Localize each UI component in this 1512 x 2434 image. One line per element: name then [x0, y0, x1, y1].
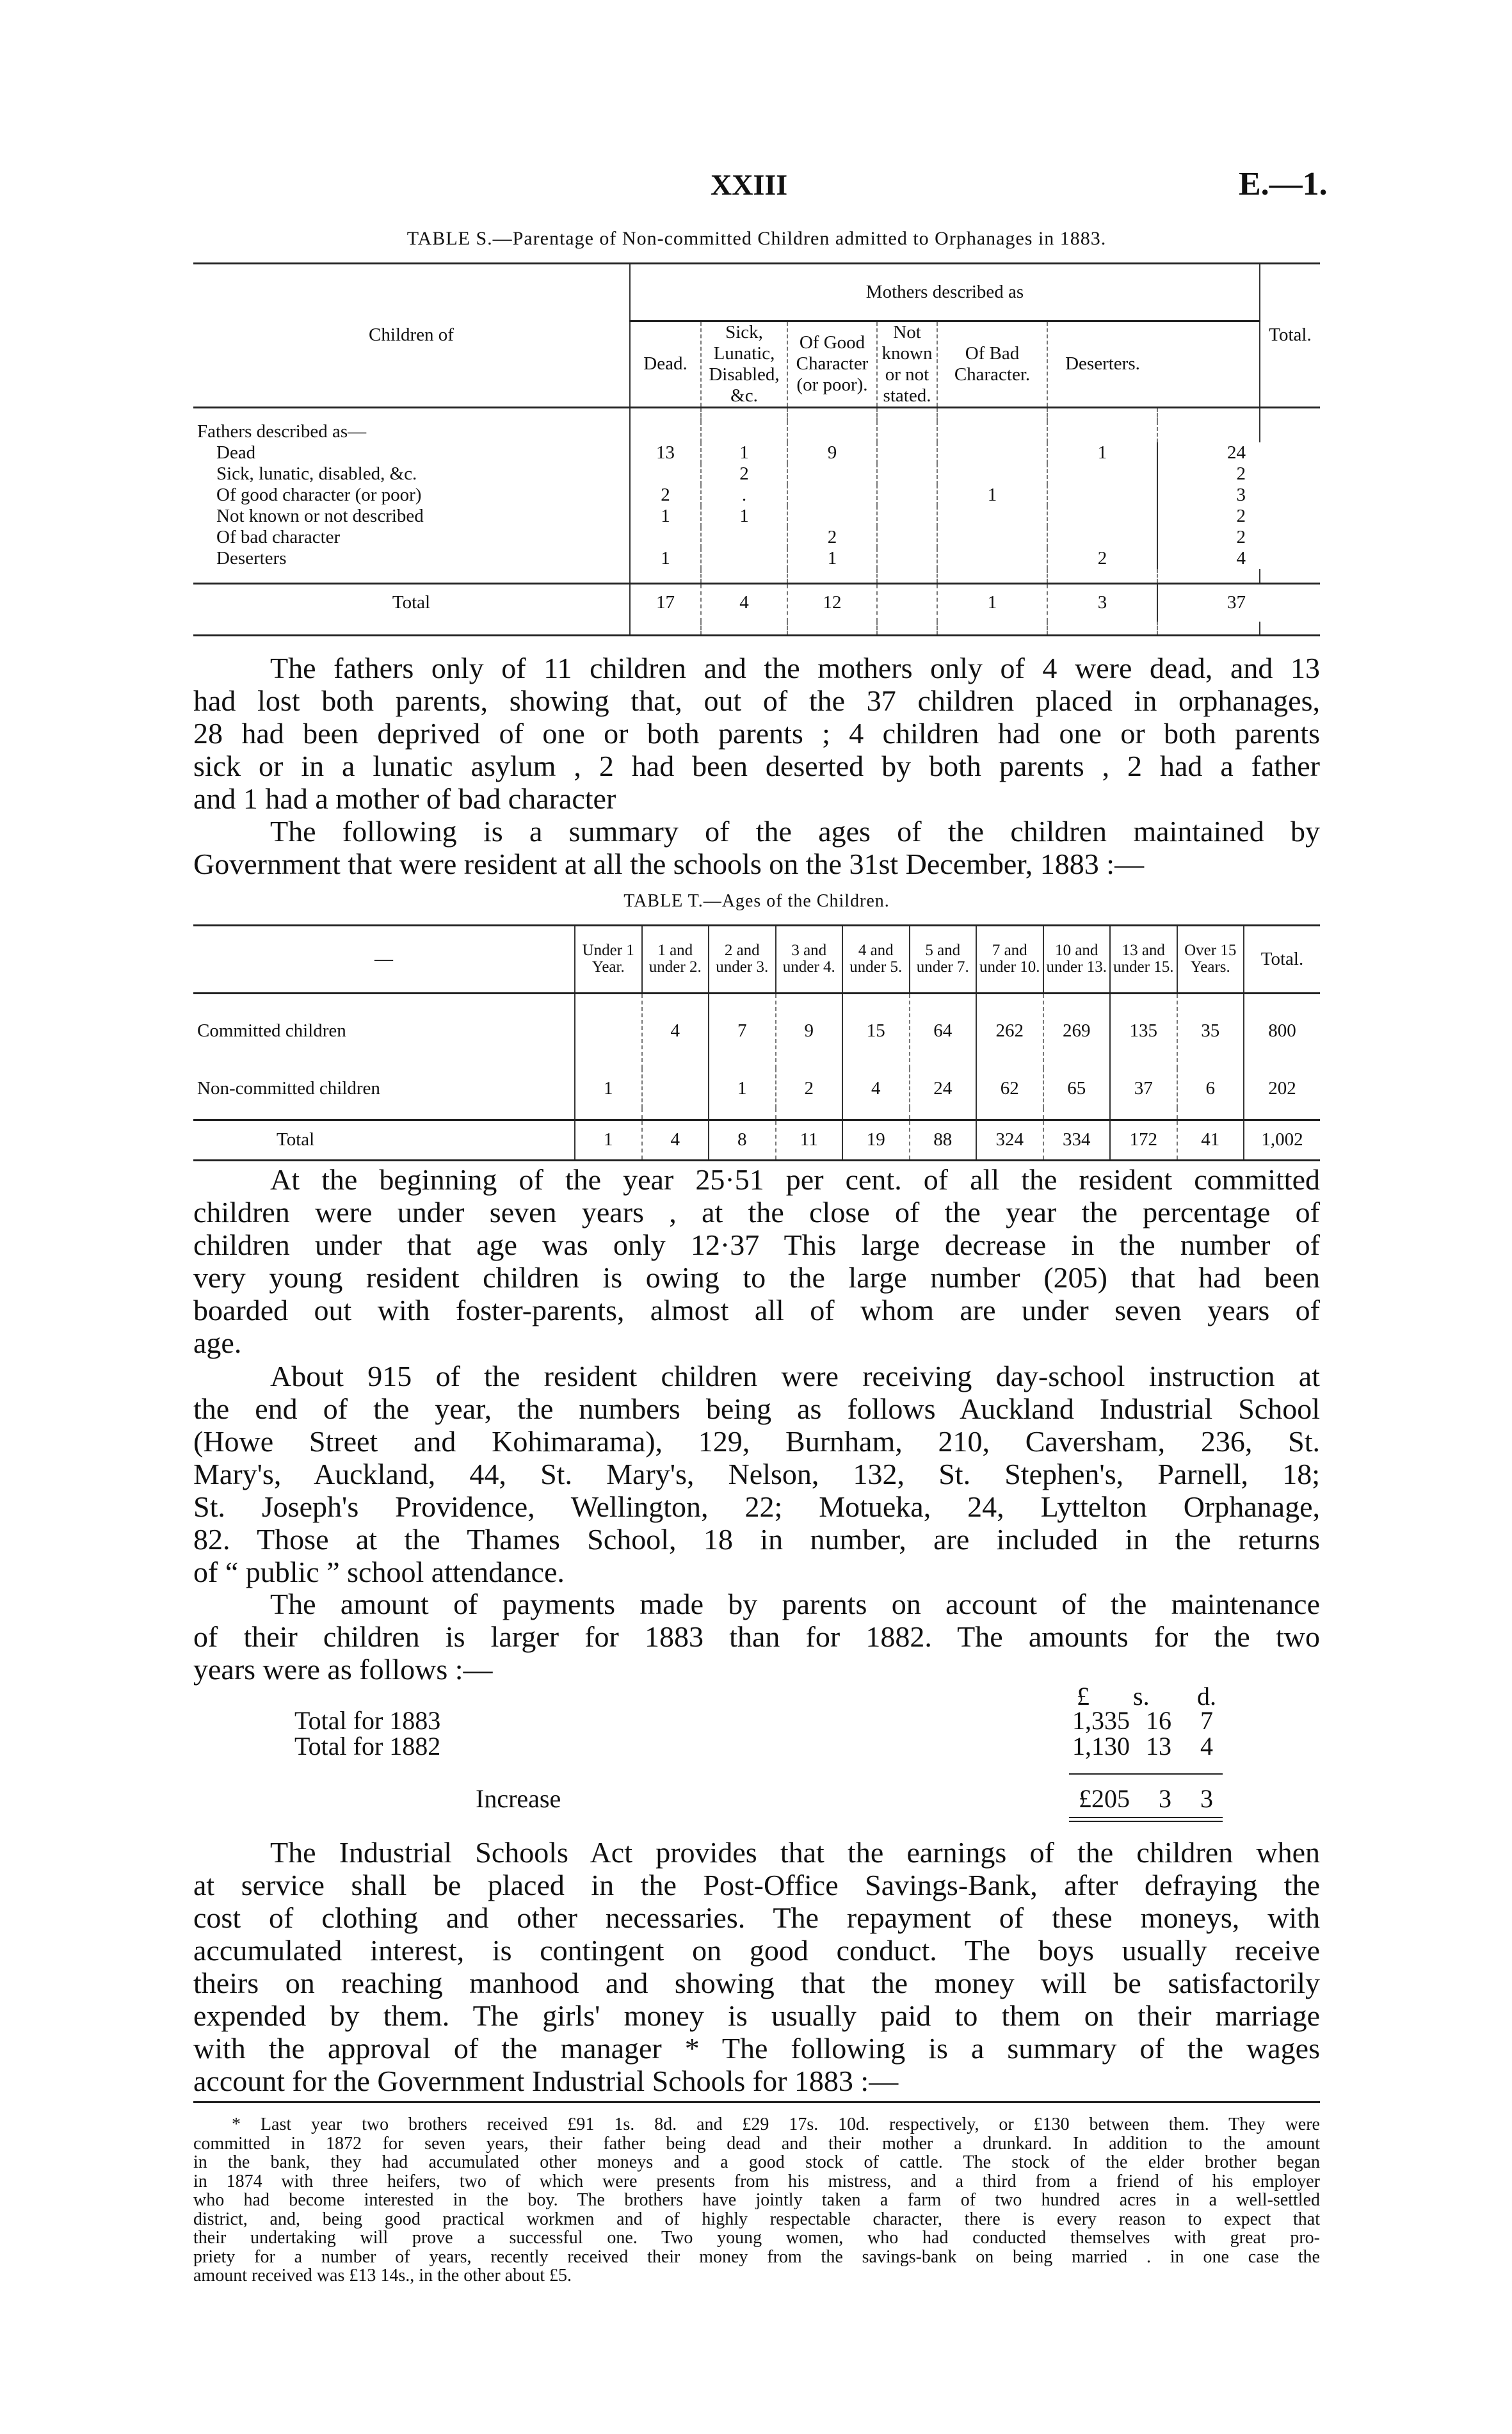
text-line: (Howe Street and Kohimarama), 129, Burnham, 210, Caversham, 236, St. — [193, 1425, 1320, 1458]
payment-pence: 4 — [1200, 1732, 1213, 1761]
cell: 37 — [1110, 1068, 1177, 1108]
row-total: 2 — [1157, 463, 1260, 485]
paragraph-young-children — [193, 1163, 1320, 1359]
text-line: cost of clothing and other necessaries. The repayment of these moneys, with — [193, 1901, 1320, 1934]
cell — [877, 583, 937, 622]
group-header: Mothers described as — [630, 264, 1260, 321]
row-total: 24 — [1157, 442, 1260, 463]
total-row — [193, 1120, 1320, 1159]
row-label: Not known or not described — [216, 506, 424, 526]
cell — [701, 548, 787, 569]
cell — [575, 993, 642, 1068]
double-rule — [1069, 1817, 1223, 1822]
column-header: 5 and under 7. — [910, 926, 977, 993]
footnote — [193, 2115, 1320, 2285]
text-line: amount received was £13 14s., in the other about £5. — [193, 2266, 572, 2285]
cell: 1 — [1047, 442, 1157, 463]
paragraph-day-school — [193, 1360, 1320, 1588]
text-line: * Last year two brothers received £91 1s. 8d. and £29 17s. 10d. respectively, or £130 between them. They were — [232, 2115, 1320, 2134]
row-label: Total — [277, 1129, 315, 1150]
increase-shillings: 3 — [1159, 1784, 1171, 1813]
column-header: 1 and under 2. — [642, 926, 709, 993]
text-line: The following is a summary of the ages of the children maintained by — [270, 815, 1320, 848]
cell: 4 — [701, 583, 787, 622]
text-line: The Industrial Schools Act provides that the earnings of the children when — [270, 1836, 1320, 1869]
cell: 1 — [575, 1120, 642, 1159]
column-header: 4 and under 5. — [842, 926, 910, 993]
text-line: their undertaking will prove a successful one. Two young women, who had conducted themselves with great pro- — [193, 2228, 1320, 2248]
section-label: Fathers described as— — [197, 421, 367, 442]
text-line: expended by them. The girls' money is usually paid to them on their marriage — [193, 1999, 1320, 2032]
cell: 4 — [642, 993, 709, 1068]
cell: 2 — [787, 527, 877, 548]
cell — [1047, 527, 1157, 548]
cell — [937, 506, 1047, 527]
cell — [877, 485, 937, 506]
cell: 41 — [1177, 1120, 1244, 1159]
increase-pounds: £205 — [1079, 1784, 1130, 1813]
cell: 2 — [630, 485, 701, 506]
text-line: in 1874 with three heifers, two of which were presents from his mistress, and a third from a friend of his employer — [193, 2171, 1320, 2191]
paragraph-payments — [193, 1588, 1320, 1686]
row-label: Of good character (or poor) — [216, 485, 422, 505]
cell: 269 — [1043, 993, 1111, 1068]
cell — [877, 442, 937, 463]
table-row — [193, 463, 1320, 485]
cell: 4 — [642, 1120, 709, 1159]
cell — [1047, 506, 1157, 527]
payment-pounds: 1,130 — [1072, 1732, 1130, 1761]
cell: 1 — [701, 506, 787, 527]
unit-pounds: £ — [1077, 1682, 1090, 1711]
cell: 64 — [910, 993, 977, 1068]
column-header: Over 15 Years. — [1177, 926, 1244, 993]
cell: 1 — [937, 583, 1047, 622]
cell: 262 — [976, 993, 1043, 1068]
cell: 13 — [630, 442, 701, 463]
text-line: Government that were resident at all the schools on the 31st December, 1883 :— — [193, 848, 1145, 880]
cell: 19 — [842, 1120, 910, 1159]
cell: . — [701, 485, 787, 506]
text-line: and 1 had a mother of bad character — [193, 782, 616, 815]
table-row — [193, 442, 1320, 463]
footnote-rule — [193, 2101, 1320, 2103]
text-line: years were as follows :— — [193, 1653, 493, 1686]
increase-pence: 3 — [1200, 1784, 1213, 1813]
unit-pence: d. — [1197, 1682, 1216, 1711]
row-total: 2 — [1157, 527, 1260, 548]
cell: 2 — [1047, 548, 1157, 569]
column-header: Sick, Lunatic, Disabled, &c. — [701, 321, 787, 407]
text-line: sick or in a lunatic asylum , 2 had been deserted by both parents , 2 had a father — [193, 750, 1320, 782]
payment-label: Total for 1882 — [294, 1732, 441, 1761]
cell — [701, 527, 787, 548]
payment-shillings: 13 — [1146, 1732, 1171, 1761]
column-header: 2 and under 3. — [709, 926, 776, 993]
cell: 1 — [709, 1068, 776, 1108]
payment-pence: 7 — [1200, 1706, 1213, 1735]
text-line: The fathers only of 11 children and the mothers only of 4 were dead, and 13 — [270, 652, 1320, 684]
cell: 12 — [787, 583, 877, 622]
row-label: Sick, lunatic, disabled, &c. — [216, 463, 417, 484]
row-total: 3 — [1157, 485, 1260, 506]
row-total: 2 — [1157, 506, 1260, 527]
table-row — [193, 993, 1320, 1068]
column-header: 3 and under 4. — [776, 926, 843, 993]
table-row — [193, 1068, 1320, 1108]
cell: 1 — [630, 506, 701, 527]
text-line: Mary's, Auckland, 44, St. Mary's, Nelson, 132, St. Stephen's, Parnell, 18; — [193, 1458, 1320, 1490]
cell — [642, 1068, 709, 1108]
cell: 35 — [1177, 993, 1244, 1068]
cell — [877, 527, 937, 548]
cell: 324 — [976, 1120, 1043, 1159]
column-header: Of Good Character (or poor). — [787, 321, 877, 407]
text-line: priety for a number of years, recently received their money from the savings-bank on being married . in one case the — [193, 2246, 1320, 2267]
row-total: 1,002 — [1244, 1120, 1320, 1159]
cell — [630, 527, 701, 548]
column-header: Under 1 Year. — [575, 926, 642, 993]
column-header: Dead. — [630, 321, 701, 407]
table-s-title: TABLE S.—Parentage of Non-committed Children admitted to Orphanages in 1883. — [406, 228, 1107, 249]
text-line: who had become interested in the boy. The brothers have jointly taken a farm of two hundred acres in a well-settled — [193, 2190, 1320, 2210]
cell: 7 — [709, 993, 776, 1068]
text-line: at service shall be placed in the Post-Office Savings-Bank, after defraying the — [193, 1869, 1320, 1901]
cell: 9 — [787, 442, 877, 463]
table-row — [193, 527, 1320, 548]
column-header: 10 and under 13. — [1043, 926, 1111, 993]
cell — [937, 548, 1047, 569]
text-line: 82. Those at the Thames School, 18 in number, are included in the returns — [193, 1523, 1320, 1556]
column-header: Of Bad Character. — [937, 321, 1047, 407]
table-row — [193, 506, 1320, 527]
text-line: About 915 of the resident children were receiving day-school instruction at — [270, 1360, 1320, 1392]
cell — [787, 463, 877, 485]
cell: 62 — [976, 1068, 1043, 1108]
unit-shillings: s. — [1133, 1682, 1150, 1711]
row-total: 800 — [1244, 993, 1320, 1068]
cell: 4 — [842, 1068, 910, 1108]
payment-pounds: 1,335 — [1072, 1706, 1130, 1735]
text-line: accumulated interest, is contingent on good conduct. The boys usually receive — [193, 1934, 1320, 1967]
cell: 1 — [701, 442, 787, 463]
cell: 1 — [787, 548, 877, 569]
row-label: Dead — [216, 442, 256, 463]
cell: 15 — [842, 993, 910, 1068]
text-line: age. — [193, 1326, 242, 1359]
text-line: had lost both parents, showing that, out of the 37 children placed in orphanages, — [193, 684, 1320, 717]
cell — [877, 463, 937, 485]
row-total: 37 — [1157, 583, 1260, 622]
row-label: Non-committed children — [197, 1077, 380, 1099]
page-number: XXIII — [711, 168, 788, 201]
text-line: of their children is larger for 1883 than for 1882. The amounts for the two — [193, 1620, 1320, 1653]
table-row — [193, 548, 1320, 569]
row-label: Of bad character — [216, 527, 341, 547]
paragraph-parentage — [193, 652, 1320, 815]
text-line: committed in 1872 for seven years, their father being dead and their mother a drunkard. In addition to the amount — [193, 2133, 1320, 2154]
text-line: account for the Government Industrial Schools for 1883 :— — [193, 2065, 899, 2097]
column-header: Deserters. — [1047, 321, 1157, 407]
cell: 8 — [709, 1120, 776, 1159]
cell: 88 — [910, 1120, 977, 1159]
cell: 24 — [910, 1068, 977, 1108]
document-reference: E.—1. — [1239, 166, 1328, 202]
cell: 135 — [1110, 993, 1177, 1068]
text-line: in the bank, they had accumulated other moneys and a good stock of cattle. The stock of the elder brother began — [193, 2152, 1320, 2172]
row-label: Total — [392, 592, 431, 613]
row-label: Deserters — [216, 548, 287, 568]
table-row — [193, 485, 1320, 506]
text-line: district, and, being good practical workmen and of highly respectable character, there is every reason to expect that — [193, 2209, 1320, 2229]
text-line: very young resident children is owing to the large number (205) that had been — [193, 1261, 1320, 1294]
cell — [1047, 485, 1157, 506]
text-line: The amount of payments made by parents on account of the maintenance — [270, 1588, 1320, 1620]
row-total: 4 — [1157, 548, 1260, 569]
cell: 2 — [701, 463, 787, 485]
cell — [1047, 463, 1157, 485]
table-s — [193, 262, 1320, 636]
cell: 1 — [630, 548, 701, 569]
column-header: 13 and under 15. — [1110, 926, 1177, 993]
cell — [937, 442, 1047, 463]
text-line: St. Joseph's Providence, Wellington, 22; Motueka, 24, Lyttelton Orphanage, — [193, 1490, 1320, 1523]
column-header: Not known or not stated. — [877, 321, 937, 407]
cell: 1 — [575, 1068, 642, 1108]
row-header: Children of — [369, 325, 454, 346]
text-line: 28 had been deprived of one or both parents ; 4 children had one or both parents — [193, 717, 1320, 750]
corner-dash: — — [374, 948, 393, 969]
text-line: with the approval of the manager * The following is a summary of the wages — [193, 2032, 1320, 2065]
cell: 17 — [630, 583, 701, 622]
text-line: children under that age was only 12·37 This large decrease in the number of — [193, 1229, 1320, 1261]
cell — [630, 463, 701, 485]
text-line: boarded out with foster-parents, almost all of whom are under seven years of — [193, 1294, 1320, 1326]
payment-label: Total for 1883 — [294, 1706, 441, 1735]
cell: 3 — [1047, 583, 1157, 622]
total-header: Total. — [1244, 926, 1320, 993]
text-line: children were under seven years , at the close of the year the percentage of — [193, 1196, 1320, 1229]
total-header: Total. — [1260, 264, 1320, 407]
total-row — [193, 583, 1320, 622]
text-line: At the beginning of the year 25·51 per cent. of all the resident committed — [270, 1163, 1320, 1196]
text-line: the end of the year, the numbers being as follows Auckland Industrial School — [193, 1392, 1320, 1425]
row-total: 202 — [1244, 1068, 1320, 1108]
cell: 11 — [776, 1120, 843, 1159]
cell: 65 — [1043, 1068, 1111, 1108]
cell — [877, 506, 937, 527]
cell: 172 — [1110, 1120, 1177, 1159]
paragraph-earnings — [193, 1836, 1320, 2097]
text-line: theirs on reaching manhood and showing that the money will be satisfactorily — [193, 1967, 1320, 1999]
cell — [787, 485, 877, 506]
text-line: of “ public ” school attendance. — [193, 1556, 565, 1588]
cell: 1 — [937, 485, 1047, 506]
table-t — [193, 924, 1320, 1161]
paragraph-ages-intro — [193, 815, 1320, 880]
sum-rule — [1069, 1773, 1223, 1775]
increase-label: Increase — [476, 1784, 561, 1813]
payments-table — [294, 1682, 1229, 1823]
cell: 2 — [776, 1068, 843, 1108]
row-label: Committed children — [197, 1020, 346, 1042]
payment-shillings: 16 — [1146, 1706, 1171, 1735]
cell — [937, 463, 1047, 485]
table-t-title: TABLE T.—Ages of the Children. — [623, 891, 890, 911]
cell — [787, 506, 877, 527]
cell: 6 — [1177, 1068, 1244, 1108]
column-header: 7 and under 10. — [976, 926, 1043, 993]
cell: 9 — [776, 993, 843, 1068]
cell — [877, 548, 937, 569]
cell — [937, 527, 1047, 548]
cell: 334 — [1043, 1120, 1111, 1159]
